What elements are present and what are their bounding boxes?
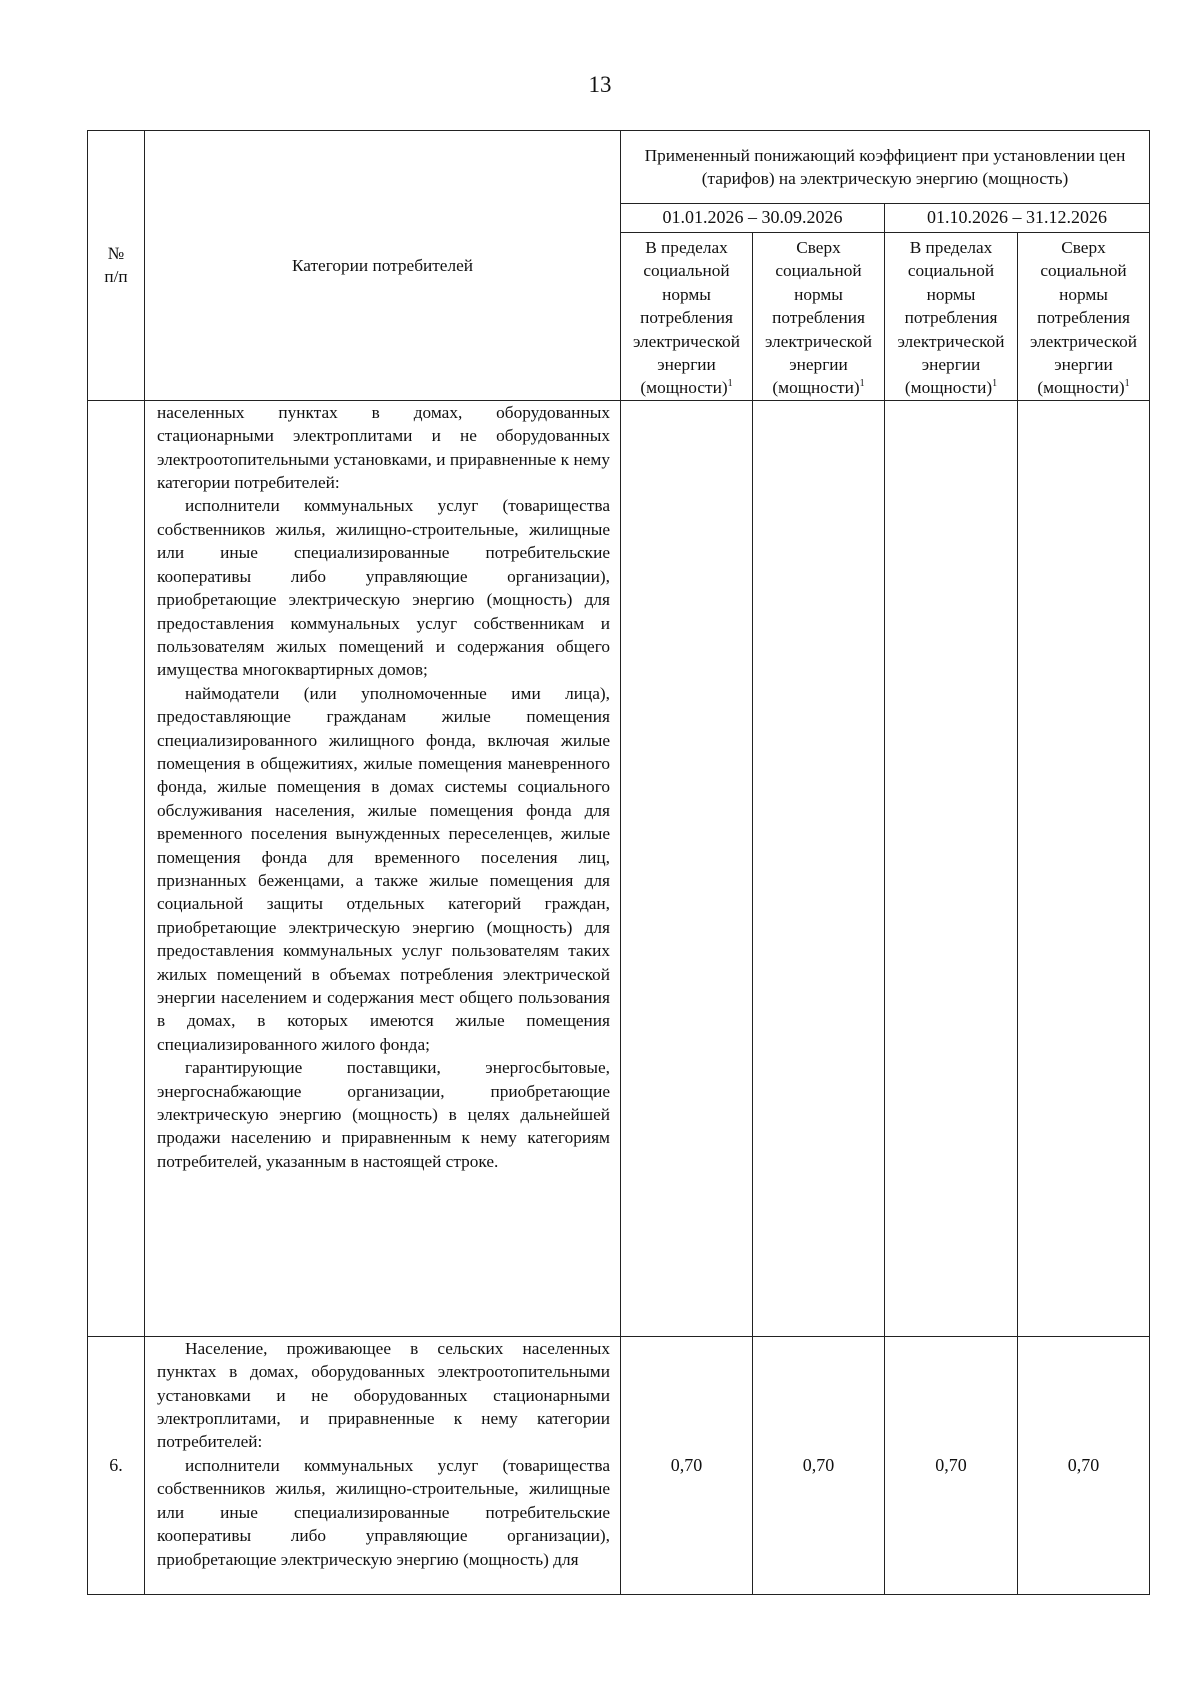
category-paragraph: гарантирующие поставщики, энергосбытовые, энергоснабжающие организации, приобретающие электрическую энергию (мощность) в целях дальнейшей продажи населению и приравненным к нему категориям потребителей, указанным в настоящей строке. [157,1058,610,1171]
number-column-header [88,131,145,401]
coefficient-cell: 0,70 [885,1336,1018,1594]
period-header-2: 01.10.2026 – 31.12.2026 [885,204,1150,233]
row-number [88,400,145,1336]
period-header-1: 01.01.2026 – 30.09.2026 [621,204,885,233]
number-sign: № [107,244,125,264]
subcolumn-header-within-norm-1: В пределах социальной нормы потребления электрической энергии (мощности)$^1$ [621,233,753,401]
category-description [145,1336,621,1594]
coefficient-cell [753,400,885,1336]
category-paragraph: Население, проживающее в сельских населенных пунктах в домах, оборудованных электроотопительными установками и не оборудованных стационарными электроплитами, и приравненные к нему категории потребителей: [157,1338,610,1452]
category-paragraph: исполнители коммунальных услуг (товарищества собственников жилья, жилищно-строительные, жилищные или иные специализированные потребительские кооперативы либо управляющие организации), приобретающие электрическую энергию (мощность) для [157,1455,610,1569]
coefficient-cell: 0,70 [621,1336,753,1594]
coefficient-group-header: Примененный понижающий коэффициент при установлении цен (тарифов) на электрическую энергию (мощность) [621,131,1150,204]
table-row [88,1336,1150,1594]
coefficient-cell: 0,70 [753,1336,885,1594]
coefficient-cell [621,400,753,1336]
footnote-mark: 1 [859,378,865,390]
category-paragraph: наймодатели (или уполномоченные ими лица), предоставляющие гражданам жилые помещения специализированного жилищного фонда, включая жилые помещения в общежитиях, жилые помещения маневренного фонда, жилые помещения в домах системы социального обслуживания населения, жилые помещения фонда для временного поселения вынужденных переселенцев, жилые помещения фонда для временного поселения лиц, признанных беженцами, а также жилые помещения для социальной защиты отдельных категорий граждан, приобретающие электрическую энергию (мощность) для предоставления коммунальных услуг пользователям таких жилых помещений в объемах потребления электрической энергии населением и содержания мест общего пользования в домах, в которых имеются жилые помещения специализированного жилого фонда; [157,683,610,1054]
coefficient-cell [885,400,1018,1336]
footnote-mark: 1 [727,378,733,390]
coefficient-table [87,130,1150,1595]
number-abbrev: п/п [104,267,128,287]
footnote-mark: 1 [1124,378,1130,390]
subcolumn-header-within-norm-2: В пределах социальной нормы потребления электрической энергии (мощности)$^1$ [885,233,1018,401]
subcolumn-header-above-norm-1: Сверх социальной нормы потребления электрической энергии (мощности)$^1$ [753,233,885,401]
page-number: 13 [588,72,612,97]
coefficient-cell: 0,70 [1018,1336,1150,1594]
category-paragraph: населенных пунктах в домах, оборудованных стационарными электроплитами и не оборудованных электроотопительными установками, и приравненные к нему категории потребителей: [157,402,610,493]
category-column-header: Категории потребителей [145,131,621,401]
footnote-mark: 1 [992,378,998,390]
coefficient-cell [1018,400,1150,1336]
category-description [145,400,621,1336]
table-row [88,400,1150,1336]
category-paragraph: исполнители коммунальных услуг (товарищества собственников жилья, жилищно-строительные, жилищные или иные специализированные потребительские кооперативы либо управляющие организации), приобретающие электрическую энергию (мощность) для предоставления коммунальных услуг собственникам и пользователям жилых помещений и содержания общего имущества многоквартирных домов; [157,496,610,680]
subcolumn-header-above-norm-2: Сверх социальной нормы потребления электрической энергии (мощности)$^1$ [1018,233,1150,401]
row-number: 6. [88,1336,145,1594]
